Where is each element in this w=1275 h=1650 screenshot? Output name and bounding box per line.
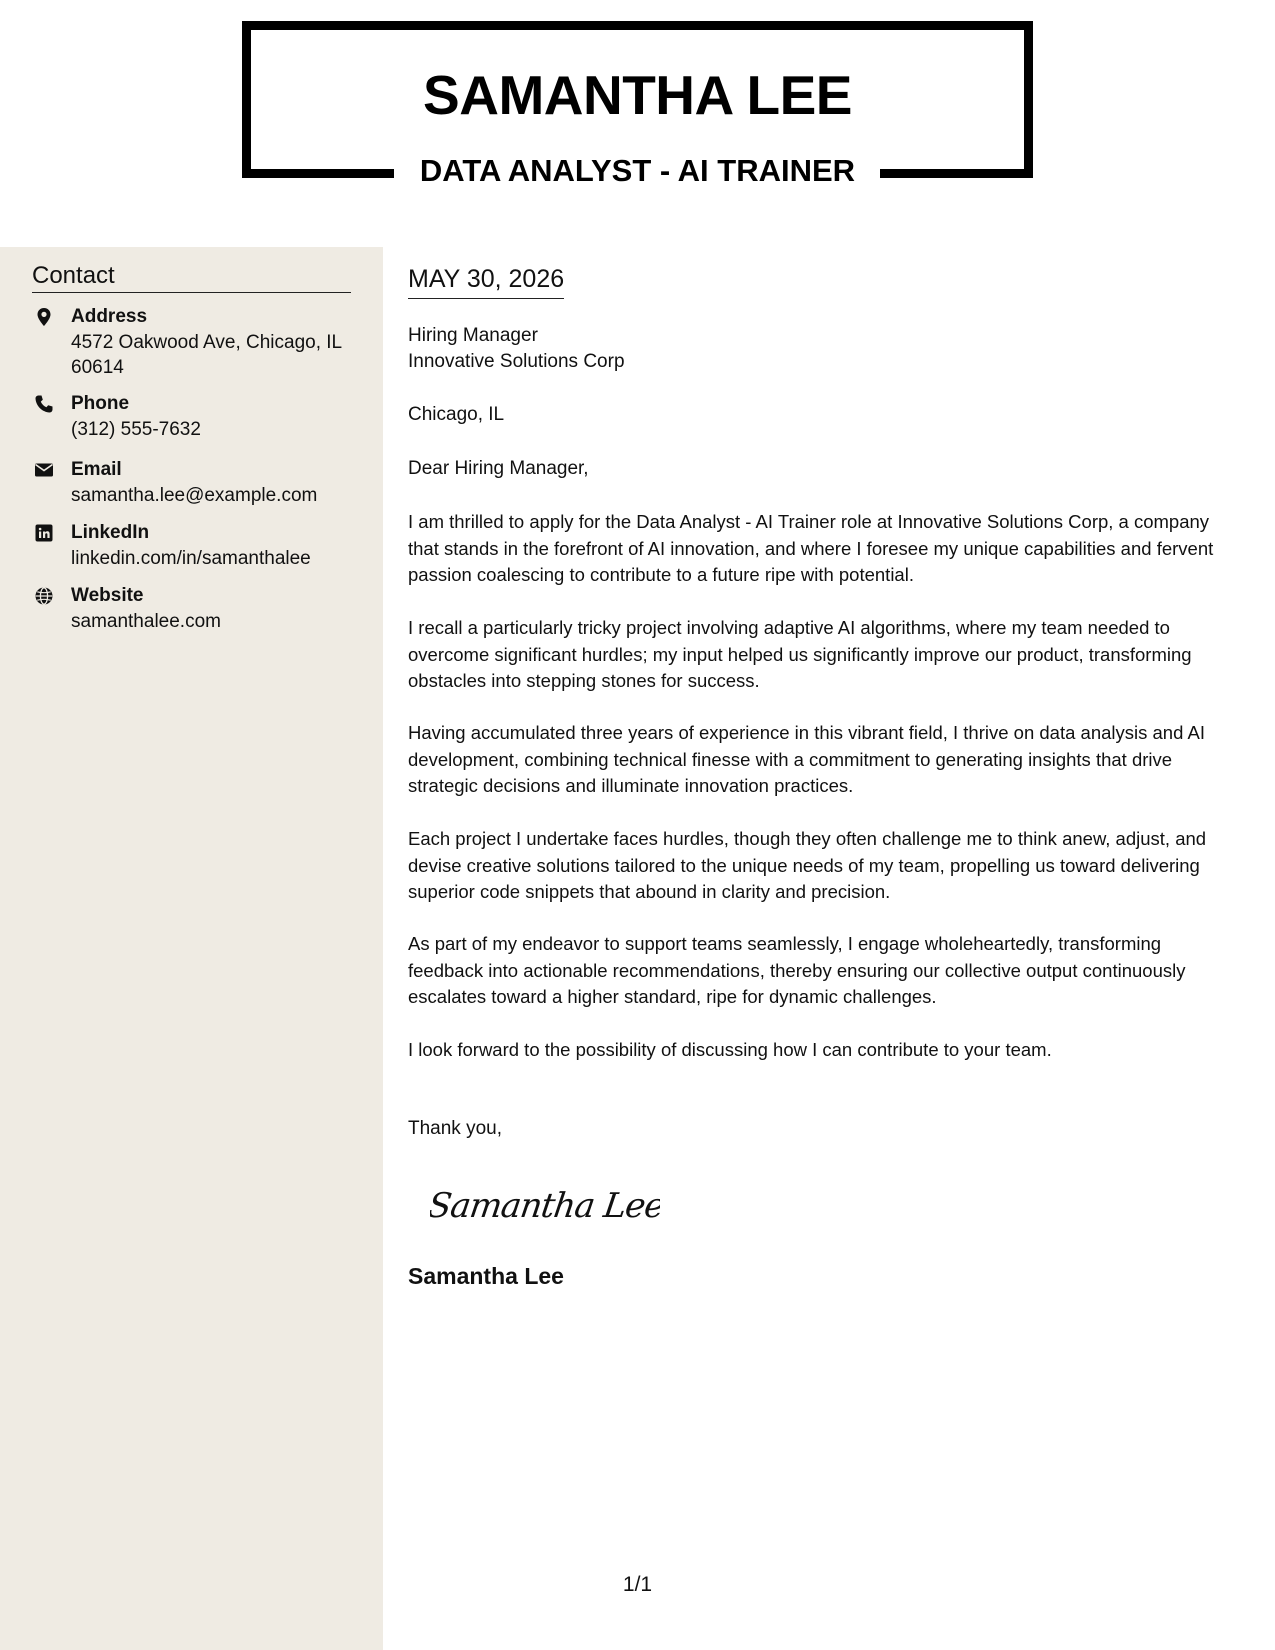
- contact-value: 4572 Oakwood Ave, Chicago, IL 60614: [71, 332, 342, 378]
- recipient-location: Chicago, IL: [408, 404, 505, 425]
- letter-paragraph: I am thrilled to apply for the Data Analyst - AI Trainer role at Innovative Solutions Corp, a company that stands in the forefront of AI innovation, and where I foresee my unique capabilities and fervent passion coalescing to contribute to a future ripe with potential.: [408, 511, 1214, 585]
- closing: Thank you,: [408, 1118, 502, 1139]
- recipient-title: Hiring Manager: [408, 325, 538, 346]
- contact-label: Address: [71, 306, 148, 327]
- letter-paragraph: Each project I undertake faces hurdles, though they often challenge me to think anew, adjust, and devise creative solutions tailored to the unique needs of my team, propelling us toward delivering superior code snippets that abound in clarity and precision.: [408, 828, 1207, 902]
- letter-paragraph: I look forward to the possibility of discussing how I can contribute to your team.: [408, 1039, 1052, 1060]
- contact-label: Email: [71, 459, 122, 480]
- contact-label: Website: [71, 585, 144, 606]
- letter-paragraph: Having accumulated three years of experience in this vibrant field, I thrive on data analysis and AI development, combining technical finesse with a commitment to generating insights that drive strategic decisions and illuminate innovation practices.: [408, 722, 1205, 796]
- globe-icon: [34, 586, 54, 606]
- contact-value: samanthalee.com: [71, 611, 221, 632]
- page-number: 1/1: [622, 1573, 653, 1596]
- contact-value: linkedin.com/in/samanthalee: [71, 548, 311, 569]
- map-pin-icon: [34, 307, 54, 327]
- salutation: Dear Hiring Manager,: [408, 458, 589, 479]
- contact-value: samantha.lee@example.com: [71, 485, 318, 506]
- signer-name: Samantha Lee: [408, 1263, 564, 1289]
- job-title-heading: DATA ANALYST - AI TRAINER: [419, 153, 856, 188]
- signature-glyphs: Samantha Lee: [430, 1186, 660, 1226]
- contact-value: (312) 555-7632: [71, 419, 201, 440]
- contact-label: LinkedIn: [71, 522, 150, 543]
- contact-label: Phone: [71, 393, 130, 414]
- letter-paragraph: As part of my endeavor to support teams seamlessly, I engage wholeheartedly, transforming feedback into actionable recommendations, thereby ensuring our collective output continuously escalates toward a higher standard, ripe for dynamic challenges.: [408, 933, 1186, 1007]
- contact-heading: Contact: [32, 262, 351, 293]
- recipient-company: Innovative Solutions Corp: [408, 351, 625, 372]
- phone-icon: [34, 394, 54, 414]
- linkedin-icon: [34, 523, 54, 543]
- handwritten-signature: [430, 1180, 660, 1230]
- letter-paragraph: I recall a particularly tricky project involving adaptive AI algorithms, where my team needed to overcome significant hurdles; my input helped us significantly improve our product, transforming obstacles into stepping stones for success.: [408, 617, 1192, 691]
- envelope-icon: [34, 460, 54, 480]
- contact-sidebar: [0, 247, 383, 1650]
- letter-date: MAY 30, 2026: [408, 264, 564, 299]
- applicant-name-heading: SAMANTHA LEE: [423, 64, 852, 126]
